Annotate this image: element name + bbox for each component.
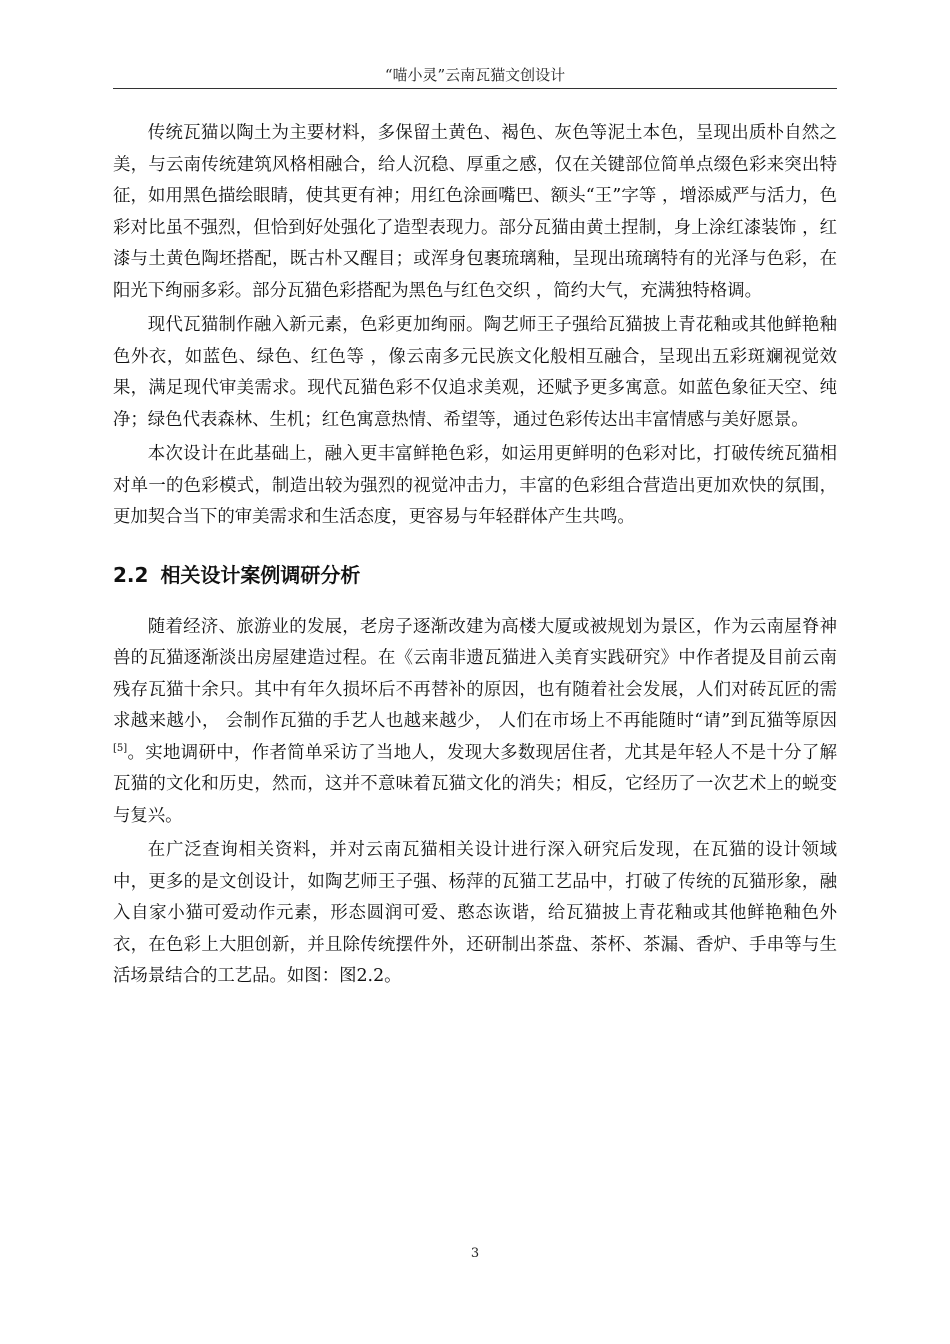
body-paragraph: 在广泛查询相关资料，并对云南瓦猫相关设计进行深入研究后发现，在瓦猫的设计领域中，更多的是文创设计，如陶艺师王子强、杨萍的瓦猫工艺品中，打破了传统的瓦猫形象，融入自家小猫可爱动作元素，形态圆润可爱、憨态诙谐，给瓦猫披上青花釉或其他鲜艳釉色外衣，在色彩上大胆创新，并且除传统摆件外，还研制出茶盘、茶杯、茶漏、香炉、手串等与生活场景结合的工艺品。如图：图2.2。 [113, 840, 837, 986]
research-text-after-citation: 。实地调研中，作者简单采访了当地人，发现大多数现居住者，尤其是年轻人不是十分了解瓦猫的文化和历史，然而，这并不意味着瓦猫文化的消失；相反，它经历了一次艺术上的蜕变与复兴。 [113, 742, 837, 826]
section-number: 2.2 [113, 562, 149, 587]
section-title: 相关设计案例调研分析 [160, 562, 361, 587]
body-paragraph: 传统瓦猫以陶土为主要材料，多保留土黄色、褐色、灰色等泥土本色，呈现出质朴自然之美，与云南传统建筑风格相融合，给人沉稳、厚重之感，仅在关键部位简单点缀色彩来突出特征，如用黑色描绘眼睛，使其更有神；用红色涂画嘴巴、额头“王”字等 ，增添威严与活力，色彩对比虽不强烈，但恰到好处强化了造型表现力。部分瓦猫由黄土捏制，身上涂红漆装饰 ，红漆与土黄色陶坯搭配，既古朴又醒目；或浑身包裹琉璃釉，呈现出琉璃特有的光泽与色彩，在阳光下绚丽多彩。部分瓦猫色彩搭配为黑色与红色交织 ，简约大气，充满独特格调。 [113, 123, 837, 301]
body-paragraph-research [113, 612, 837, 833]
body-paragraph: 现代瓦猫制作融入新元素，色彩更加绚丽。陶艺师王子强给瓦猫披上青花釉或其他鲜艳釉色外衣，如蓝色、绿色、红色等 ，像云南多元民族文化般相互融合，呈现出五彩斑斓视觉效果，满足现代审美需求。现代瓦猫色彩不仅追求美观，还赋予更多寓意。如蓝色象征天空、纯净；绿色代表森林、生机；红色寓意热情、希望等，通过色彩传达出丰富情感与美好愿景。 [113, 315, 837, 430]
citation-reference[interactable]: [5] [113, 742, 128, 754]
header-divider [113, 88, 837, 89]
page-body [113, 118, 837, 993]
section-heading [113, 560, 837, 590]
page-number: 3 [470, 1246, 480, 1261]
research-text-before-citation: 随着经济、旅游业的发展，老房子逐渐改建为高楼大厦或被规划为景区，作为云南屋脊神兽的瓦猫逐渐淡出房屋建造过程。在《云南非遗瓦猫进入美育实践研究》中作者提及目前云南残存瓦猫十余只。其中有年久损坏后不再替补的原因，也有随着社会发展，人们对砖瓦匠的需求越来越小， 会制作瓦猫的手艺人也越来越少， 人们在市场上不再能随时“请”到瓦猫等原因 [113, 616, 837, 731]
body-paragraph: 本次设计在此基础上，融入更丰富鲜艳色彩，如运用更鲜明的色彩对比，打破传统瓦猫相对单一的色彩模式，制造出较为强烈的视觉冲击力，丰富的色彩组合营造出更加欢快的氛围，更加契合当下的审美需求和生活态度，更容易与年轻群体产生共鸣。 [113, 444, 837, 527]
running-header: “喵小灵”云南瓦猫文创设计 [384, 66, 566, 84]
